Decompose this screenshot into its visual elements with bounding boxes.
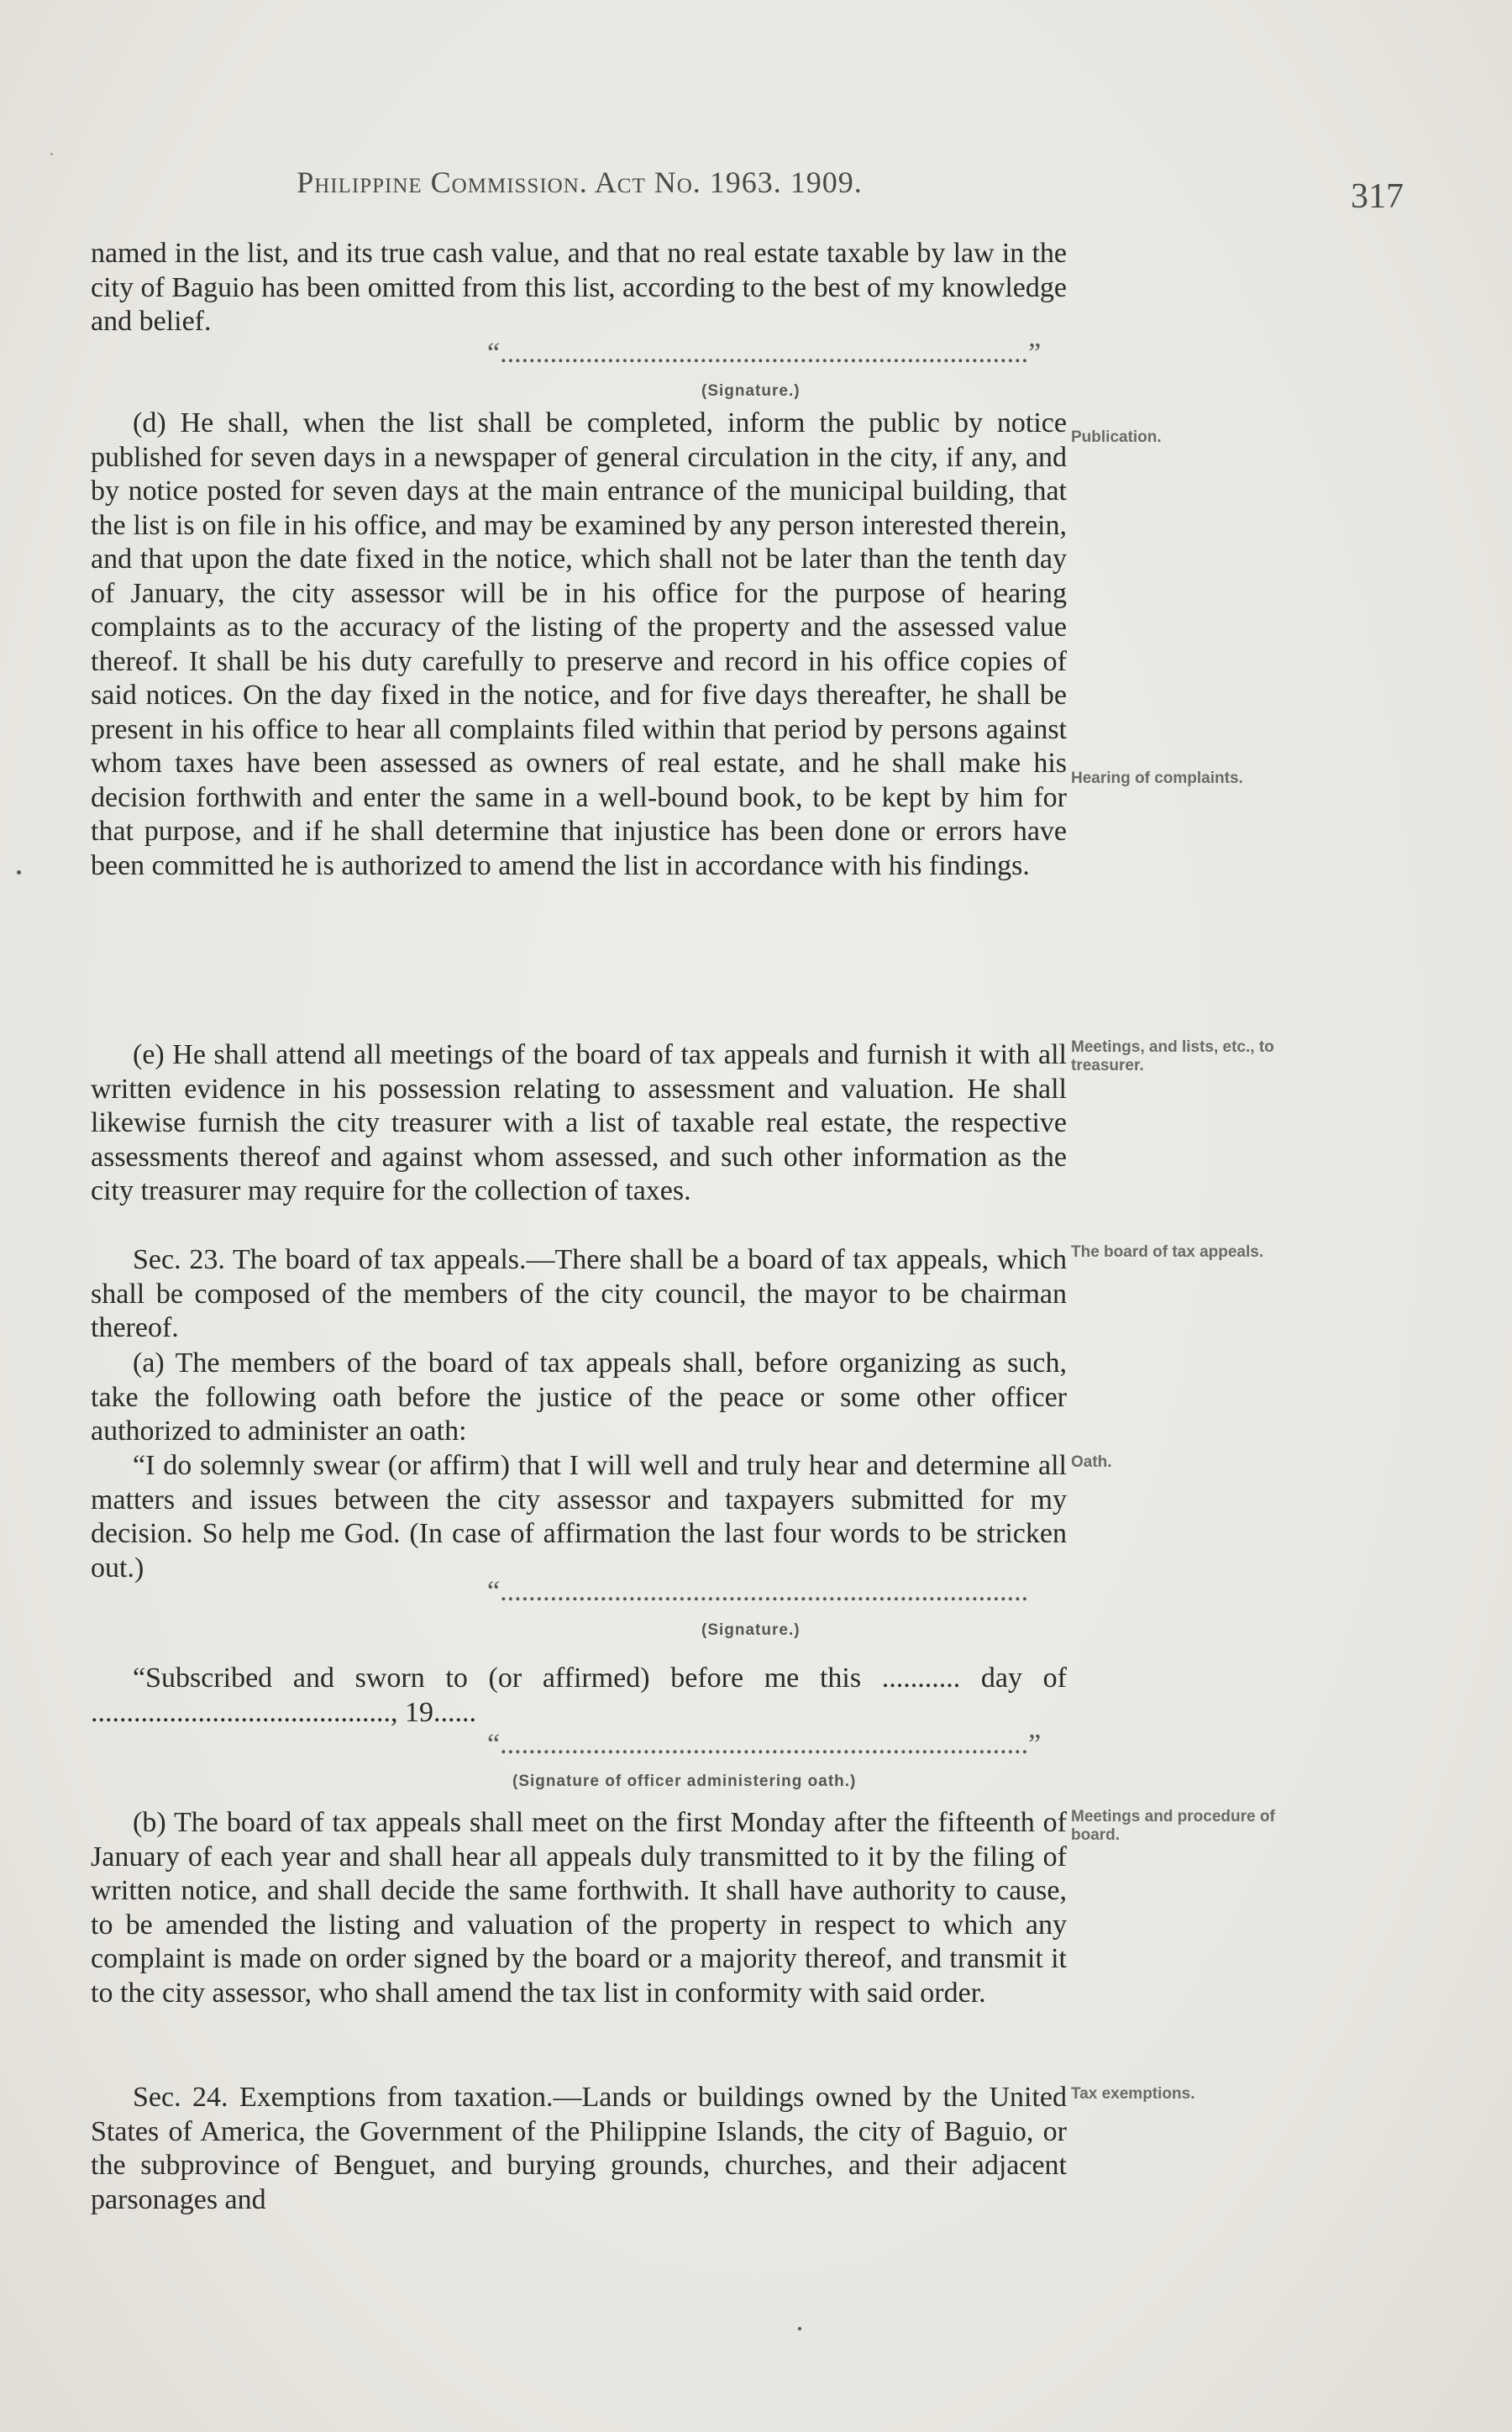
paragraph-text: (b) The board of tax appeals shall meet on the first Monday after the fifteenth of January of each year and shall hear all appeals duly transmitted to it by the filing of written notice, and shall decide the same forthwith. It shall have authority to cause, to be amended the listing and valuation of the property in respect to which any complaint is made on order signed by the board or a majority thereof, and transmit it to the city assessor, who shall amend the tax list in conformity with said order.	[91, 1807, 1067, 2009]
paragraph-text: Sec. 24. Exemptions from taxation.—Lands or buildings owned by the United States of America, the Government of the Philippine Islands, the city of Baguio, or the subprovince of Benguet, and burying grounds, churches, and their adjacent parsonages and	[91, 2082, 1067, 2215]
paragraph-b	[91, 1806, 1067, 2010]
paragraph-text: “I do solemnly swear (or affirm) that I will well and truly hear and determine all matters and issues between the city assessor and taxpayers submitted for my decision. So help me God. (In case of affirmation the last four words to be stricken out.)	[91, 1450, 1067, 1584]
signature-line: “..........................................................................”	[487, 1729, 1042, 1760]
signature-label: (Signature of officer administering oath.)	[512, 1773, 857, 1790]
section-23	[91, 1243, 1067, 1346]
signature-label: (Signature.)	[701, 382, 801, 400]
signature-line: “..........................................................................	[487, 1576, 1029, 1607]
margin-note-oath: Oath.	[1071, 1453, 1112, 1471]
subscribed-text	[91, 1662, 1067, 1730]
page-number: 317	[1351, 177, 1404, 216]
paragraph-text: Sec. 23. The board of tax appeals.—There shall be a board of tax appeals, which shall be composed of the members of the city council, the mayor to be chairman thereof.	[91, 1244, 1067, 1343]
section-24	[91, 2081, 1067, 2217]
paragraph-e	[91, 1038, 1067, 1209]
paragraph-text: named in the list, and its true cash value, and that no real estate taxable by law in the city of Baguio has been omitted from this list, according to the best of my knowledge and belief.	[91, 238, 1067, 337]
paragraph-text: (d) He shall, when the list shall be completed, inform the public by notice published for seven days in a newspaper of general circulation in the city, if any, and by notice posted for seven days at the main entrance of the municipal building, that the list is on file in his office, and may be examined by any person interested therein, and that upon the date fixed in the notice, which shall not be later than the tenth day of January, the city assessor will be in his office for the purpose of hearing complaints as to the accuracy of the listing of the property and the assessed value thereof. It shall be his duty carefully to preserve and record in his office copies of said notices. On the day fixed in the notice, and for five days thereafter, he shall be present in his office to hear all complaints filed within that period by persons against whom taxes have been assessed as owners of real estate, and he shall make his decision forthwith and enter the same in a well-bound book, to be kept by him for that purpose, and if he shall determine that injustice has been done or errors have been committed he is authorized to amend the list in accordance with his findings.	[91, 407, 1067, 881]
margin-note-meetings-lists: Meetings, and lists, etc., to treasurer.	[1071, 1038, 1274, 1074]
paper-speck	[798, 2327, 801, 2330]
paper-speck	[17, 870, 21, 875]
paragraph-a	[91, 1347, 1067, 1449]
signature-line: “..........................................................................”	[487, 338, 1042, 369]
paragraph-text: (a) The members of the board of tax appeals shall, before organizing as such, take the following oath before the justice of the peace or some other officer authorized to administer an oath:	[91, 1347, 1067, 1447]
margin-note-meetings-procedure: Meetings and procedure of board.	[1071, 1808, 1275, 1844]
margin-note-publication: Publication.	[1071, 428, 1162, 446]
margin-note-board: The board of tax appeals.	[1071, 1243, 1264, 1261]
margin-note-exemptions: Tax exemptions.	[1071, 2085, 1195, 2103]
paragraph-text: (e) He shall attend all meetings of the board of tax appeals and furnish it with all written evidence in his possession relating to assessment and valuation. He shall likewise furnish the city treasurer with a list of taxable real estate, the respective assessments thereof and against whom assessed, and such other information as the city treasurer may require for the collection of taxes.	[91, 1039, 1067, 1206]
paper-speck	[50, 153, 53, 155]
paragraph-d	[91, 407, 1067, 883]
margin-note-hearing: Hearing of complaints.	[1071, 770, 1243, 787]
paragraph-text: “Subscribed and sworn to (or affirmed) before me this ........... day of .........................................., 19......	[91, 1662, 1067, 1728]
signature-label: (Signature.)	[701, 1621, 801, 1639]
oath-text	[91, 1449, 1067, 1585]
paragraph-list-continuation	[91, 237, 1067, 339]
running-head: Philippine Commission. Act No. 1963. 1909.	[297, 165, 863, 199]
